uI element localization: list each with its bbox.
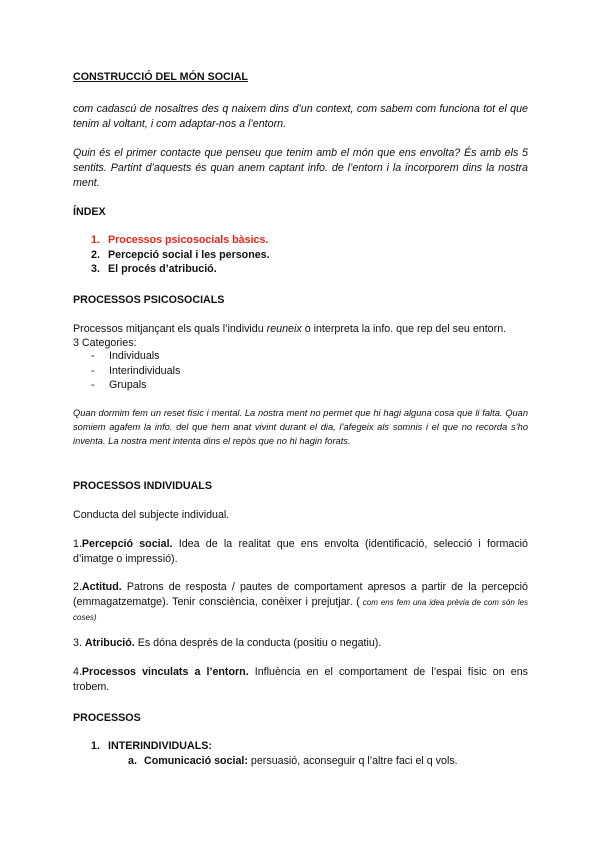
index-list [73, 233, 513, 277]
indiv-item [73, 537, 528, 567]
category-item: - Grupals [91, 379, 147, 391]
category-label: Interindividuals [109, 364, 181, 377]
index-item-label: El procés d’atribució. [108, 263, 217, 275]
proc-item-text: persuasió, aconseguir q l’altre faci el q vols. [247, 755, 458, 767]
index-item-num: 1. [91, 234, 100, 246]
index-item-label: Processos psicosocials bàsics. [108, 234, 269, 246]
proc-item-num: a. [128, 755, 137, 767]
psico-def-pre: Processos mitjançant els quals l’individu [73, 323, 267, 335]
indiv-item-aside: com ens fem una idea prèvia de com són les coses) [73, 598, 528, 622]
psico-note: Quan dormim fem un reset físic i mental. La nostra ment no permet que hi hagi alguna cosa que li falta. Quan somiem agafem la info. del que hem anat vivint durant el dia, l’afegeix als somnis i el que no recorda s’ho inventa. La nostra ment intenta dins el repòs que no hi hagin forats. [73, 408, 528, 446]
category-label: Individuals [109, 350, 160, 362]
category-label: Grupals [109, 379, 147, 391]
indiv-item-term: Actitud. [81, 581, 122, 593]
indiv-item-num: 4. [73, 666, 82, 678]
categories-label: 3 Categories: [73, 337, 137, 349]
indiv-item-num: 2. [73, 581, 82, 593]
intro-paragraph-1: com cadascú de nosaltres des q naixem dins d’un context, com sabem com funciona tot el que tenim al voltant, i com adaptar-nos a l’entorn. [73, 103, 528, 130]
indiv-intro: Conducta del subjecte individual. [73, 509, 230, 521]
indiv-item-num: 1. [73, 538, 82, 550]
proc-item [128, 754, 458, 769]
proc-sub-label: INTERINDIVIDUALS: [108, 740, 212, 752]
categories-list [73, 349, 180, 393]
indiv-item-term: Atribució. [84, 637, 135, 649]
index-item-label: Percepció social i les persones. [108, 248, 270, 261]
page-title: CONSTRUCCIÓ DEL MÓN SOCIAL [73, 71, 248, 83]
index-item [73, 233, 513, 248]
indiv-heading: PROCESSOS INDIVIDUALS [73, 480, 212, 492]
category-item: - Individuals [91, 350, 160, 362]
indiv-item-term: Processos vinculats a l’entorn. [81, 666, 249, 678]
proc-subheading [91, 739, 212, 754]
psico-heading: PROCESSOS PSICOSOCIALS [73, 294, 225, 306]
indiv-item-num: 3. [73, 637, 85, 649]
index-item [73, 262, 513, 277]
proc-sub-num: 1. [91, 740, 100, 752]
indiv-item [73, 636, 528, 651]
category-item: - Interindividuals [91, 364, 181, 377]
intro-paragraph-2: Quin és el primer contacte que penseu que tenim amb el món que ens envolta? És amb els 5 sentits. Partint d’aquests és quan anem captant info. de l’entorn i la incorporem dins la nostra ment. [73, 147, 528, 189]
index-heading: ÍNDEX [73, 206, 106, 218]
psico-definition [73, 322, 528, 337]
index-item [73, 248, 513, 263]
psico-def-italic: reuneix [266, 323, 302, 335]
proc-heading: PROCESSOS [73, 712, 141, 724]
indiv-item-text: Es dóna després de la conducta (positiu o negatiu). [134, 637, 382, 649]
indiv-item-text: Idea de la realitat que ens envolta (identificació, selecció i formació d’imatge o impressió). [73, 538, 528, 565]
index-item-num: 2. [91, 248, 100, 261]
psico-def-post: o interpreta la info. que rep del seu entorn. [301, 323, 507, 335]
indiv-item-text: Influència en el comportament de l’espai físic on ens trobem. [73, 666, 528, 693]
indiv-item [73, 665, 528, 695]
indiv-item-term: Percepció social. [81, 538, 173, 550]
proc-item-term: Comunicació social: [144, 755, 248, 767]
index-item-num: 3. [91, 263, 100, 275]
indiv-item-text: Patrons de resposta / pautes de comportament apresos a partir de la percepció (emmagatzematge). Tenir consciència, conèixer i prejutjar. ( [73, 581, 528, 608]
indiv-item [73, 580, 528, 625]
